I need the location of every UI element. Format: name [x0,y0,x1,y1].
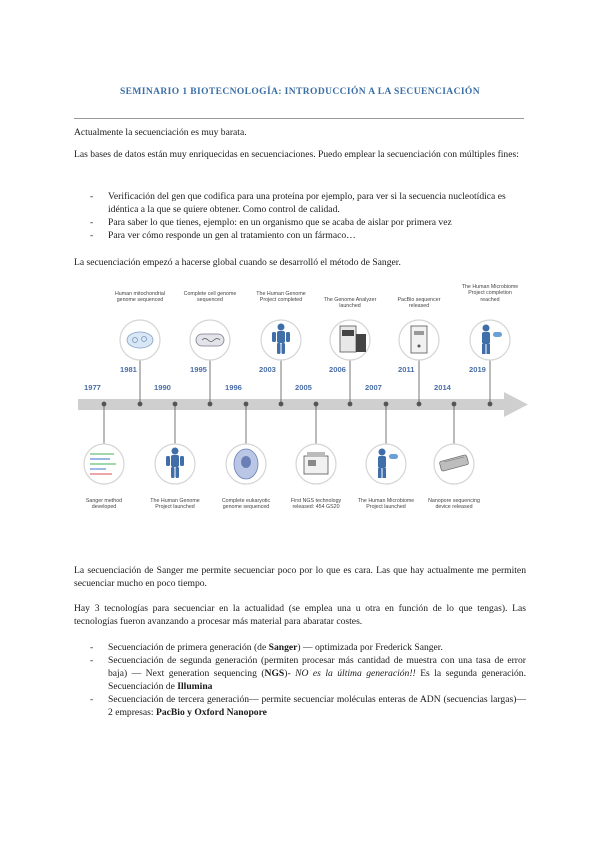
mitochondrion-icon [127,332,153,348]
uses-list [74,190,526,242]
year-label: 1990 [154,383,171,392]
event-caption: PacBio sequencer released [397,297,441,310]
generations-list [74,641,526,719]
title-divider [74,118,524,119]
timeline-arrowhead [504,392,528,417]
paragraph-sanger-global: La secuenciación empezó a hacerse global cuando se desarrolló el método de Sanger. [74,257,401,268]
text-run: Secuenciación de tercera generación— permite secuenciar moléculas enteras de ADN (secuencias largas)— 2 empresas: [108,694,526,718]
list-item: - Para saber lo que tienes, ejemplo: en un organismo que se acaba de aislar por primera vez [74,216,526,229]
event-caption: The Human Genome Project launched [150,498,200,511]
list-item: - Verificación del gen que codifica para una proteína por ejemplo, para ver si la secuencia nucleotídica es idéntica a la que se quiere obtener. Como control de calidad. [74,190,526,216]
sequencing-timeline-figure [78,282,528,532]
timeline-graphic [78,282,528,532]
text-run-bold: Illumina [177,681,213,692]
list-item: - Para ver cómo responde un gen al tratamiento con un fármaco… [74,229,526,242]
paragraph-three-technologies: Hay 3 tecnologías para secuenciar en la actualidad (se emplea una u otra en función de lo que tengas). Las tecnologías fueron avanzando a procesar más material para abaratar costes. [74,603,526,627]
text-run: Secuenciación de primera generación (de [108,642,269,653]
year-label: 1981 [120,365,137,374]
event-caption: Sanger method developed [85,498,123,511]
year-label: 1995 [190,365,207,374]
text-run-bold: NGS [264,668,285,679]
eukaryotic-cell-icon [234,449,258,479]
list-item [74,693,526,719]
paragraph-intro: Actualmente la secuenciación es muy barata. [74,127,247,138]
year-label: 2006 [329,365,346,374]
year-label: 2005 [295,383,312,392]
event-caption: The Human Microbiome Project completion reached [461,284,519,303]
year-label: 2019 [469,365,486,374]
text-run-bold: Sanger [268,642,298,653]
event-caption: The Human Microbiome Project launched [357,498,415,511]
bacterium-icon [196,334,224,346]
text-run-italic: NO es la última generación!! [295,668,416,679]
ngs-machine-icon [304,452,328,474]
year-label: 2007 [365,383,382,392]
event-caption: Human mitochondrial genome sequenced [114,291,166,304]
text-run: Secuenciación de segunda generación (permiten procesar más cantidad de muestra con una tasa de error baja) — Next generation sequencing ( [108,655,526,679]
event-caption: First NGS technology released: 454 GS20 [290,498,342,511]
paragraph-sanger-cost: La secuenciación de Sanger me permite secuenciar poco por lo que es cara. Las que hay actualmente me permiten secuenciar mucho en poco tiempo. [74,565,526,589]
event-caption: Complete cell genome sequenced [183,291,237,304]
event-caption: Complete eukaryotic genome sequenced [221,498,271,511]
text-run: ) — optimizada por Frederick Sanger. [297,642,443,653]
year-label: 1977 [84,383,101,392]
year-label: 2014 [434,383,451,392]
text-run: Es la segunda generación. Secuenciación de [108,668,526,692]
year-label: 2011 [398,365,415,374]
text-run: )- [284,668,296,679]
text-run-bold: PacBio y Oxford Nanopore [155,707,267,718]
event-caption: The Genome Analyzer launched [323,297,377,310]
event-caption: The Human Genome Project completed [256,291,306,304]
event-caption: Nanopore sequencing device released [428,498,480,511]
list-item [74,654,526,693]
list-item [74,641,526,654]
page-title: SEMINARIO 1 BIOTECNOLOGÍA: INTRODUCCIÓN A LA SECUENCIACIÓN [120,87,480,97]
pacbio-sequencer-icon [411,326,427,353]
paragraph-databases: Las bases de datos están muy enriquecidas en secuenciaciones. Puedo emplear la secuenciación con múltiples fines: [74,149,519,160]
year-label: 1996 [225,383,242,392]
year-label: 2003 [259,365,276,374]
